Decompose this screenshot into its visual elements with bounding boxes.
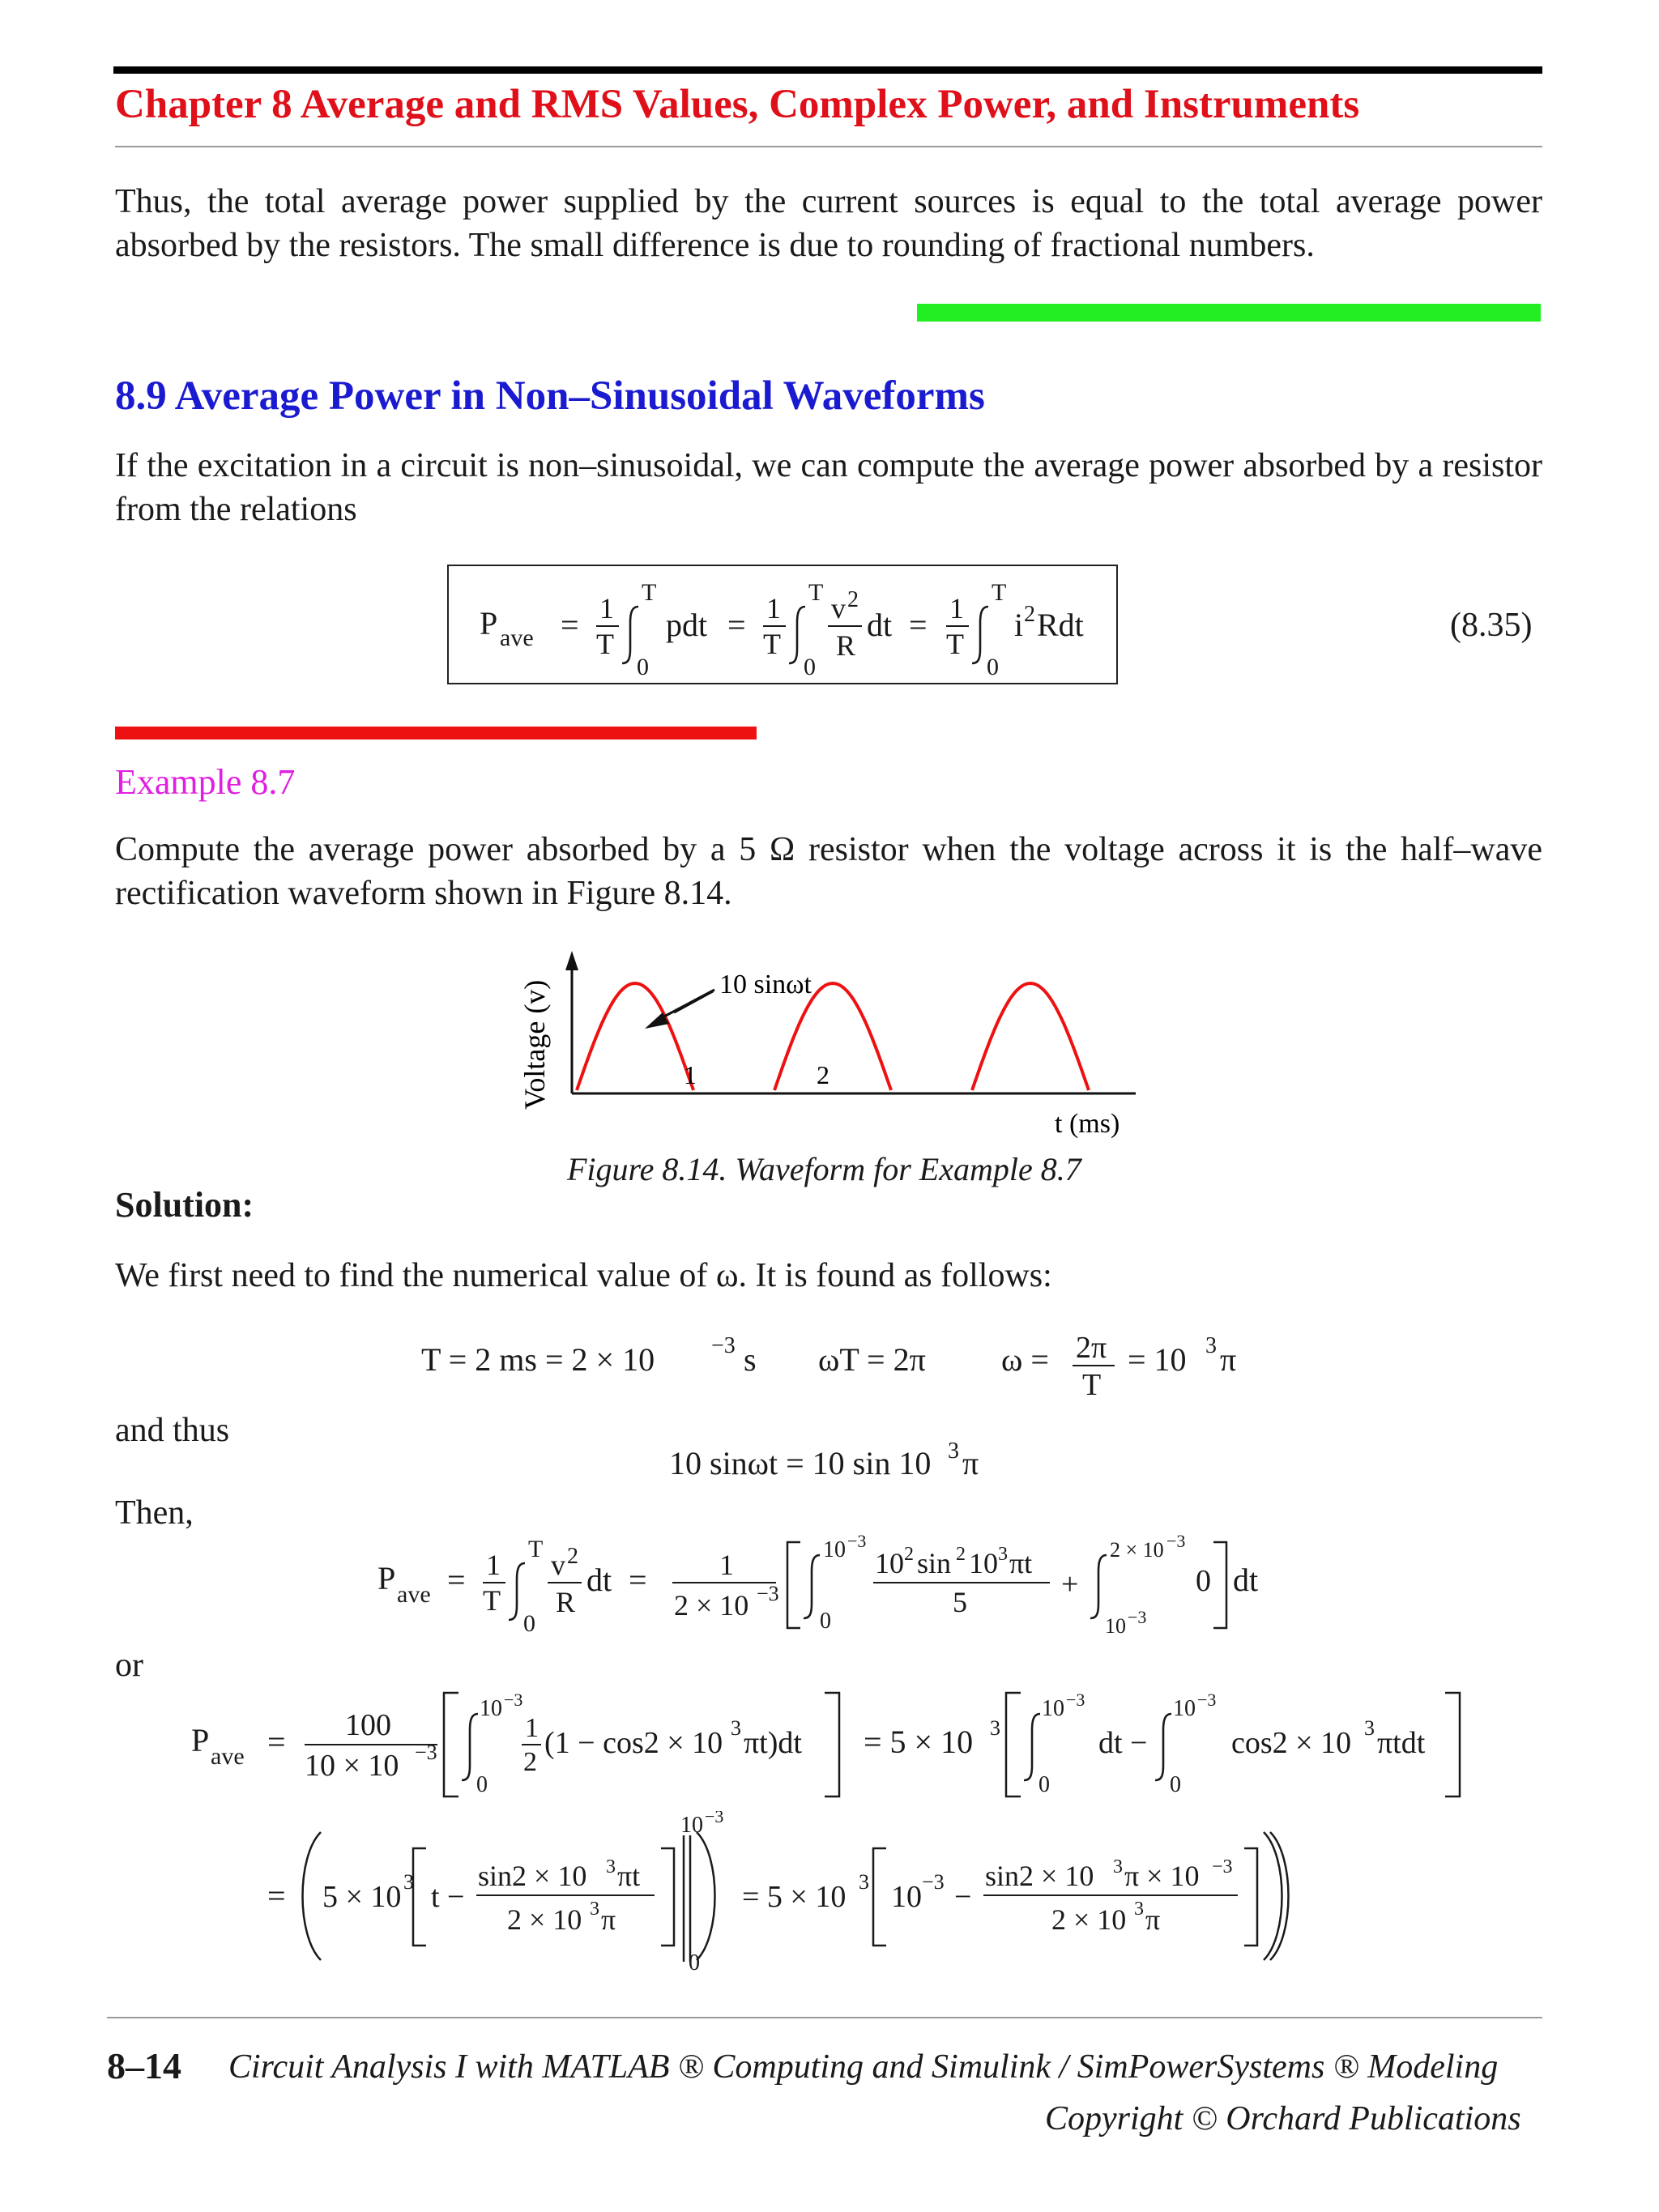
svg-text:(1 − cos2 × 10: (1 − cos2 × 10 — [544, 1726, 723, 1760]
svg-text:10 × 10: 10 × 10 — [305, 1749, 399, 1783]
svg-text:1: 1 — [599, 592, 614, 624]
svg-text:πt)dt: πt)dt — [744, 1726, 802, 1760]
svg-text:2 × 10: 2 × 10 — [674, 1589, 749, 1622]
svg-text:Rdt: Rdt — [1037, 607, 1084, 643]
svg-text:ave: ave — [500, 624, 534, 651]
svg-text:π × 10: π × 10 — [1124, 1860, 1200, 1892]
svg-text:πtdt: πtdt — [1377, 1726, 1426, 1760]
svg-text:ave: ave — [211, 1743, 245, 1770]
svg-text:10: 10 — [1173, 1696, 1196, 1721]
svg-text:0: 0 — [1038, 1772, 1050, 1797]
figure-y-label: Voltage (v) — [518, 979, 551, 1110]
example-title: Example 8.7 — [115, 762, 296, 802]
svg-text:T: T — [992, 579, 1007, 606]
svg-text:−: − — [954, 1880, 972, 1914]
section-paragraph: If the excitation in a circuit is non–sinusoidal, we can compute the average power absorbed by a resistor from the relations — [115, 447, 1542, 528]
text-and-thus: and thus — [115, 1412, 230, 1449]
svg-text:T: T — [642, 579, 657, 606]
svg-text:2 × 10: 2 × 10 — [507, 1903, 582, 1936]
svg-text:dt: dt — [867, 607, 893, 643]
svg-text:−3: −3 — [1166, 1531, 1186, 1551]
figure-tick-1: 1 — [684, 1060, 697, 1089]
svg-text:sin2 × 10: sin2 × 10 — [985, 1860, 1094, 1892]
svg-text:= 5 × 10: = 5 × 10 — [742, 1880, 847, 1914]
svg-text:3: 3 — [1113, 1856, 1123, 1877]
svg-text:0: 0 — [523, 1610, 535, 1637]
svg-text:5: 5 — [953, 1586, 967, 1618]
svg-text:0: 0 — [987, 654, 999, 680]
svg-text:−3: −3 — [757, 1582, 779, 1605]
svg-text:10: 10 — [680, 1813, 703, 1838]
svg-text:1: 1 — [949, 592, 964, 624]
svg-text:π: π — [1220, 1341, 1237, 1378]
svg-text:P: P — [191, 1722, 210, 1758]
svg-text:3: 3 — [606, 1856, 616, 1877]
svg-text:dt: dt — [1233, 1562, 1259, 1598]
svg-text:0: 0 — [820, 1609, 831, 1634]
svg-text:10: 10 — [891, 1880, 922, 1914]
svg-text:10: 10 — [1105, 1614, 1126, 1638]
svg-text:3: 3 — [1205, 1333, 1217, 1358]
svg-text:= 5 × 10: = 5 × 10 — [864, 1724, 974, 1760]
chapter-title: Chapter 8 Average and RMS Values, Complex Power, and Instruments — [115, 82, 1360, 127]
svg-text:i: i — [1014, 607, 1024, 643]
svg-text:3: 3 — [998, 1544, 1008, 1565]
equation-number: (8.35) — [1450, 607, 1533, 644]
equation-pave-evaluated — [243, 1811, 1296, 1977]
svg-text:v: v — [831, 592, 846, 624]
svg-text:−3: −3 — [711, 1333, 736, 1358]
svg-text:v: v — [551, 1549, 565, 1581]
svg-text:0: 0 — [1170, 1772, 1181, 1797]
solution-title: Solution: — [115, 1185, 254, 1225]
footer-book-title: Circuit Analysis I with MATLAB ® Computing and Simulink / SimPowerSystems ® Modeling — [228, 2048, 1499, 2086]
svg-text:−3: −3 — [1066, 1690, 1085, 1710]
svg-text:=: = — [727, 607, 746, 643]
svg-text:R: R — [556, 1586, 576, 1618]
svg-text:= 10: = 10 — [1128, 1341, 1187, 1378]
svg-text:0: 0 — [1196, 1564, 1211, 1598]
example-statement: Compute the average power absorbed by a 5 Ω resistor when the voltage across it is the half–wave rectification waveform shown in Figure 8.14. — [115, 831, 1542, 912]
svg-text:t −: t − — [431, 1880, 465, 1914]
svg-text:πt: πt — [617, 1860, 641, 1892]
svg-text:3: 3 — [403, 1870, 414, 1894]
solution-line1: We first need to find the numerical value of ω. It is found as follows: — [115, 1257, 1052, 1294]
figure-caption: Figure 8.14. Waveform for Example 8.7 — [567, 1151, 1081, 1187]
svg-text:10: 10 — [875, 1547, 904, 1579]
svg-text:10: 10 — [823, 1537, 846, 1562]
footer-page-number: 8–14 — [107, 2045, 181, 2086]
equation-pave-expanded — [186, 1675, 1482, 1809]
text-or: or — [115, 1647, 143, 1684]
svg-text:1: 1 — [766, 592, 781, 624]
svg-text:100: 100 — [345, 1708, 391, 1742]
svg-text:2π: 2π — [1076, 1331, 1107, 1365]
svg-text:T = 2 ms = 2 × 10: T = 2 ms = 2 × 10 — [421, 1341, 655, 1378]
svg-text:2: 2 — [1024, 602, 1035, 627]
equation-8-35 — [447, 565, 1118, 688]
svg-text:T: T — [483, 1584, 501, 1617]
svg-text:dt: dt — [586, 1562, 612, 1598]
svg-text:2 × 10: 2 × 10 — [1051, 1903, 1127, 1936]
svg-text:0: 0 — [637, 654, 649, 680]
svg-text:R: R — [836, 629, 856, 662]
equation-sin — [664, 1435, 1004, 1496]
section-divider-green — [917, 304, 1541, 322]
waveform-arch-3 — [972, 983, 1089, 1090]
svg-text:π: π — [601, 1903, 616, 1936]
svg-text:=: = — [447, 1562, 466, 1598]
svg-text:0: 0 — [804, 654, 816, 680]
svg-text:−3: −3 — [847, 1531, 867, 1551]
svg-text:=: = — [909, 607, 928, 643]
svg-text:2: 2 — [956, 1544, 966, 1565]
figure-x-label: t (ms) — [1055, 1109, 1120, 1139]
waveform-arch-1 — [577, 983, 693, 1090]
svg-text:10 sinωt = 10 sin 10: 10 sinωt = 10 sin 10 — [669, 1445, 932, 1481]
svg-text:3: 3 — [948, 1438, 959, 1464]
svg-text:1: 1 — [525, 1713, 539, 1743]
svg-text:1: 1 — [486, 1549, 501, 1581]
svg-text:π: π — [962, 1445, 979, 1481]
svg-text:T: T — [808, 579, 824, 606]
svg-text:2: 2 — [567, 1544, 578, 1569]
svg-text:3: 3 — [590, 1899, 599, 1920]
svg-text:−3: −3 — [1212, 1856, 1233, 1877]
svg-text:P: P — [480, 605, 498, 641]
svg-text:=: = — [629, 1562, 647, 1598]
header-rule — [113, 66, 1542, 74]
text-then: Then, — [115, 1494, 194, 1532]
svg-text:−3: −3 — [705, 1811, 724, 1826]
svg-text:πt: πt — [1009, 1547, 1033, 1579]
example-divider-red — [115, 727, 757, 739]
svg-text:=: = — [561, 607, 579, 643]
svg-text:T: T — [596, 628, 614, 660]
svg-text:π: π — [1145, 1903, 1161, 1936]
svg-text:5 × 10: 5 × 10 — [322, 1880, 402, 1914]
svg-text:2: 2 — [847, 587, 859, 612]
svg-text:2: 2 — [523, 1747, 537, 1777]
svg-text:T: T — [946, 628, 964, 660]
figure-annotation: 10 sinωt — [719, 970, 812, 999]
equation-pave-integral — [373, 1523, 1296, 1648]
svg-text:=: = — [267, 1877, 286, 1914]
svg-text:1: 1 — [719, 1549, 734, 1581]
svg-text:ωT = 2π: ωT = 2π — [818, 1341, 926, 1378]
svg-text:P: P — [377, 1560, 396, 1596]
svg-text:−3: −3 — [1128, 1607, 1147, 1627]
svg-text:3: 3 — [859, 1870, 869, 1894]
svg-text:3: 3 — [1364, 1716, 1375, 1740]
svg-text:−3: −3 — [415, 1741, 437, 1764]
svg-text:3: 3 — [1134, 1899, 1144, 1920]
svg-text:cos2 × 10: cos2 × 10 — [1231, 1726, 1352, 1760]
equation-period — [405, 1320, 1296, 1413]
svg-text:2: 2 — [904, 1544, 914, 1565]
svg-text:T: T — [1082, 1368, 1102, 1402]
figure-8-14 — [502, 940, 1150, 1154]
svg-text:0: 0 — [476, 1772, 488, 1797]
svg-text:2 × 10: 2 × 10 — [1110, 1538, 1164, 1562]
svg-text:s: s — [744, 1341, 757, 1378]
footer-copyright: Copyright © Orchard Publications — [1045, 2100, 1521, 2137]
svg-text:10: 10 — [969, 1547, 998, 1579]
svg-text:dt −: dt − — [1098, 1726, 1148, 1760]
svg-text:ave: ave — [397, 1581, 431, 1608]
svg-text:ω =: ω = — [1001, 1341, 1049, 1378]
svg-text:T: T — [763, 628, 781, 660]
figure-tick-2: 2 — [817, 1060, 830, 1089]
intro-paragraph: Thus, the total average power supplied by the current sources is equal to the total average power absorbed by the resistors. The small difference is due to rounding of fractional numbers. — [115, 183, 1542, 264]
svg-text:−3: −3 — [1197, 1690, 1217, 1710]
svg-text:3: 3 — [990, 1716, 1000, 1740]
header-underline — [115, 146, 1542, 147]
svg-text:3: 3 — [731, 1716, 741, 1740]
footer-rule — [107, 2017, 1542, 2018]
svg-text:−3: −3 — [504, 1690, 523, 1710]
svg-text:sin: sin — [917, 1547, 952, 1579]
svg-text:−3: −3 — [922, 1870, 945, 1894]
svg-text:=: = — [267, 1724, 286, 1760]
svg-text:+: + — [1061, 1567, 1079, 1601]
svg-text:0: 0 — [689, 1950, 700, 1973]
svg-text:sin2 × 10: sin2 × 10 — [478, 1860, 587, 1892]
svg-text:pdt: pdt — [666, 607, 708, 643]
svg-text:T: T — [528, 1536, 544, 1562]
svg-text:10: 10 — [1042, 1696, 1064, 1721]
svg-text:10: 10 — [480, 1696, 502, 1721]
section-title: 8.9 Average Power in Non–Sinusoidal Waveforms — [115, 373, 985, 419]
